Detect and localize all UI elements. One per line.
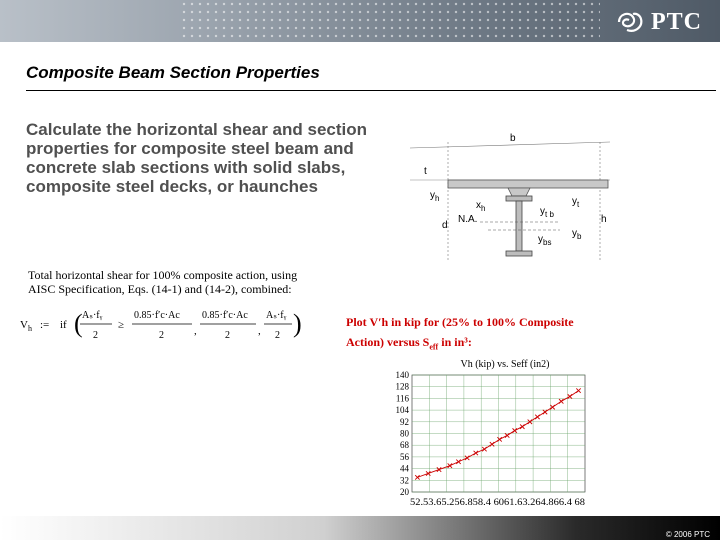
chart-data-point (559, 399, 563, 403)
plot-caption-line2: Action) versus $S_{eff}$ in in³: (346, 335, 472, 352)
chart-data-point (490, 442, 494, 446)
chart-data-point (543, 410, 547, 414)
chart-data-point (456, 460, 460, 464)
chart-data-point (505, 433, 509, 437)
formula-f3-num: 0.85·f′c·Ac (202, 310, 248, 321)
label-d: d (442, 220, 448, 231)
label-yb: $y_b$ (572, 228, 582, 241)
ptc-logo-text: PTC (651, 8, 702, 35)
label-h: h (601, 214, 607, 225)
ptc-logo (615, 8, 702, 36)
formula-comma2: , (258, 325, 261, 337)
formula-open-paren: ( (74, 309, 83, 338)
formula-ge: ≥ (118, 319, 125, 331)
formula-close-paren: ) (293, 309, 302, 338)
formula-f1-den: 2 (93, 330, 98, 341)
formula-f4-den: 2 (275, 330, 280, 341)
chart-y-tick-label: 20 (400, 487, 409, 497)
chart-y-tick-label: 80 (400, 428, 409, 439)
plot-caption (346, 312, 606, 357)
label-yh: $y_h$ (430, 190, 440, 203)
chart-y-tick-label: 68 (400, 440, 409, 451)
beam-bottom-flange (506, 251, 532, 256)
chart-y-tick-label: 44 (400, 463, 409, 474)
formula-f4-num: Aₛ·fᵧ (266, 310, 287, 321)
chart-x-tick-labels: 52.53.65.256.858.4 6061.63.264.866.4 68 (410, 497, 586, 507)
chart-data-point (437, 467, 441, 471)
label-b: b (510, 133, 516, 144)
formula-lhs: $V_h$ (20, 319, 32, 333)
chart-title: Vh (kip) vs. Seff (in2) (460, 359, 550, 370)
formula-f3-den: 2 (225, 330, 230, 341)
shear-formula (20, 302, 300, 346)
chart-y-tick-label: 140 (395, 370, 409, 380)
slide-description: Calculate the horizontal shear and section properties for composite steel beam and concrete slab sections with solid slabs, composite steel decks, or haunches (26, 120, 368, 196)
chart-y-tick-label: 92 (400, 416, 409, 427)
label-na: N.A. (458, 214, 478, 225)
copyright-text: © 2006 PTC (665, 530, 710, 539)
chart-data-point (448, 463, 452, 467)
header-dot-pattern (180, 0, 600, 42)
formula-if: if (60, 319, 67, 331)
plot-caption-line1: Plot V′h in kip for (25% to 100% Composite (346, 315, 574, 329)
formula-comma1: , (194, 325, 197, 337)
formula-f2-num: 0.85·f′c·Ac (134, 310, 180, 321)
shear-description: Total horizontal shear for 100% composite action, using AISC Specification, Eqs. (14-1) and (14-2), combined: (28, 268, 298, 296)
formula-f2-den: 2 (159, 330, 164, 341)
chart-y-tick-label: 116 (395, 393, 409, 404)
chart-data-point (497, 437, 501, 441)
chart-data-point (482, 447, 486, 451)
page-title: Composite Beam Section Properties (26, 63, 716, 91)
chart-data-point (465, 456, 469, 460)
label-yt: $y_t$ (572, 196, 580, 209)
concrete-slab (448, 180, 608, 188)
chart-data-point (550, 405, 554, 409)
beam-web (516, 201, 522, 251)
chart-y-tick-label: 128 (395, 381, 409, 392)
formula-assign: := (40, 319, 50, 331)
haunch (508, 188, 530, 196)
label-t: t (424, 166, 427, 177)
chart-y-tick-label: 56 (400, 451, 409, 462)
chart-data-point (568, 394, 572, 398)
label-ytb: $y_{t b}$ (540, 206, 554, 219)
ptc-swirl-icon (615, 9, 645, 35)
chart-y-tick-label: 104 (395, 405, 409, 416)
chart-data-point (426, 471, 430, 475)
beam-top-flange (506, 196, 532, 201)
label-ybs: $y_{bs}$ (538, 234, 552, 247)
chart-y-tick-label: 32 (400, 475, 409, 486)
chart-data-point (474, 451, 478, 455)
chart-data-point (576, 388, 580, 392)
chart-data-point (513, 428, 517, 432)
vh-chart-svg (380, 355, 600, 510)
vh-chart (380, 355, 600, 515)
chart-data-point (520, 424, 524, 428)
chart-series-line (417, 391, 578, 478)
footer-band (0, 516, 720, 540)
chart-data-point (415, 475, 419, 479)
composite-section-diagram (410, 130, 620, 260)
chart-data-point (535, 415, 539, 419)
formula-f1-num: Aₛ·fᵧ (82, 310, 103, 321)
label-xh: $x_h$ (476, 200, 486, 213)
